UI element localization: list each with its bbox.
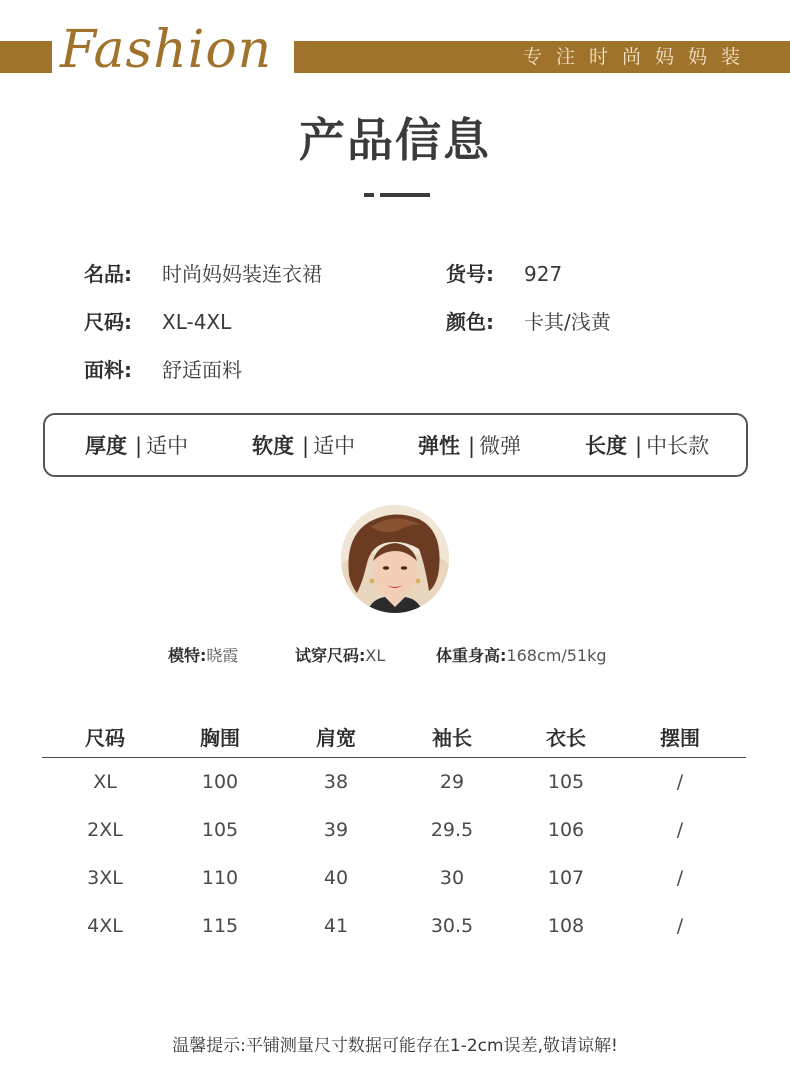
table-row (42, 758, 746, 806)
attribute-label: 长度 (585, 434, 627, 458)
model-value: XL (365, 646, 386, 665)
table-header-cell: 肩宽 (316, 726, 356, 750)
brand-logo-text: Fashion (60, 20, 273, 80)
info-color (446, 308, 611, 336)
page-title: 产品信息 (299, 113, 491, 167)
table-cell: 39 (323, 819, 349, 841)
attribute-softness (252, 432, 355, 460)
table-cell: XL (93, 771, 117, 793)
header-banner (0, 0, 790, 90)
info-value: 927 (524, 262, 563, 286)
table-row (42, 902, 746, 950)
attribute-box (43, 413, 748, 477)
model-weight-height (436, 645, 607, 667)
banner-bar-left (0, 41, 52, 73)
info-label: 名品: (84, 262, 132, 286)
table-cell: 106 (547, 819, 585, 841)
info-label: 尺码: (84, 310, 132, 334)
model-avatar (341, 505, 449, 613)
model-label: 试穿尺码: (295, 646, 366, 665)
table-cell: 108 (547, 915, 585, 937)
table-header-cell: 胸围 (200, 726, 240, 750)
attribute-label: 弹性 (418, 434, 460, 458)
table-header-cell: 衣长 (546, 726, 586, 750)
model-trial-size (295, 645, 385, 667)
model-name (168, 645, 238, 667)
table-cell: 2XL (87, 819, 123, 841)
size-table (42, 718, 746, 950)
table-row (42, 806, 746, 854)
table-cell: 41 (323, 915, 349, 937)
table-cell: 105 (547, 771, 585, 793)
table-cell: 30.5 (430, 915, 474, 937)
table-cell: 38 (323, 771, 349, 793)
table-cell: 30 (439, 867, 465, 889)
table-header (42, 718, 746, 758)
attribute-value: 适中 (146, 434, 189, 458)
attribute-separator: | (302, 434, 310, 458)
model-label: 模特: (168, 646, 207, 665)
table-cell: 29.5 (430, 819, 474, 841)
table-cell: / (676, 915, 684, 937)
attribute-separator: | (135, 434, 143, 458)
table-cell: 3XL (87, 867, 123, 889)
table-cell: 4XL (87, 915, 123, 937)
table-cell: / (676, 867, 684, 889)
table-cell: 115 (201, 915, 239, 937)
attribute-value: 中长款 (646, 434, 710, 458)
attribute-label: 软度 (252, 434, 294, 458)
measurement-tip: 温馨提示:平铺测量尺寸数据可能存在1-2cm误差,敬请谅解! (172, 1036, 618, 1056)
model-label: 体重身高: (436, 646, 507, 665)
banner-slogan: 专注时尚妈妈装 (522, 46, 754, 68)
attribute-separator: | (468, 434, 476, 458)
info-value: 舒适面料 (162, 358, 242, 382)
info-value: XL-4XL (162, 310, 232, 334)
table-cell: 100 (201, 771, 239, 793)
attribute-value: 适中 (313, 434, 356, 458)
info-fabric (84, 356, 242, 384)
info-label: 货号: (446, 262, 494, 286)
attribute-length (585, 432, 709, 460)
info-value: 时尚妈妈装连衣裙 (162, 262, 322, 286)
table-header-cell: 摆围 (660, 726, 700, 750)
title-divider (364, 193, 430, 197)
attribute-thickness (85, 432, 188, 460)
table-cell: 110 (201, 867, 239, 889)
table-cell: 105 (201, 819, 239, 841)
info-label: 面料: (84, 358, 132, 382)
info-size (84, 308, 231, 336)
attribute-separator: | (635, 434, 643, 458)
model-value: 168cm/51kg (506, 646, 607, 665)
table-cell: 107 (547, 867, 585, 889)
model-value: 晓霞 (206, 646, 239, 665)
info-label: 颜色: (446, 310, 494, 334)
info-value: 卡其/浅黄 (524, 310, 611, 334)
table-cell: 29 (439, 771, 465, 793)
table-cell: 40 (323, 867, 349, 889)
table-row (42, 854, 746, 902)
table-header-cell: 尺码 (85, 726, 125, 750)
table-header-cell: 袖长 (432, 726, 472, 750)
attribute-value: 微弹 (479, 434, 522, 458)
table-cell: / (676, 819, 684, 841)
attribute-label: 厚度 (85, 434, 127, 458)
table-cell: / (676, 771, 684, 793)
attribute-elasticity (418, 432, 521, 460)
info-sku (446, 260, 562, 288)
info-product-name (84, 260, 322, 288)
